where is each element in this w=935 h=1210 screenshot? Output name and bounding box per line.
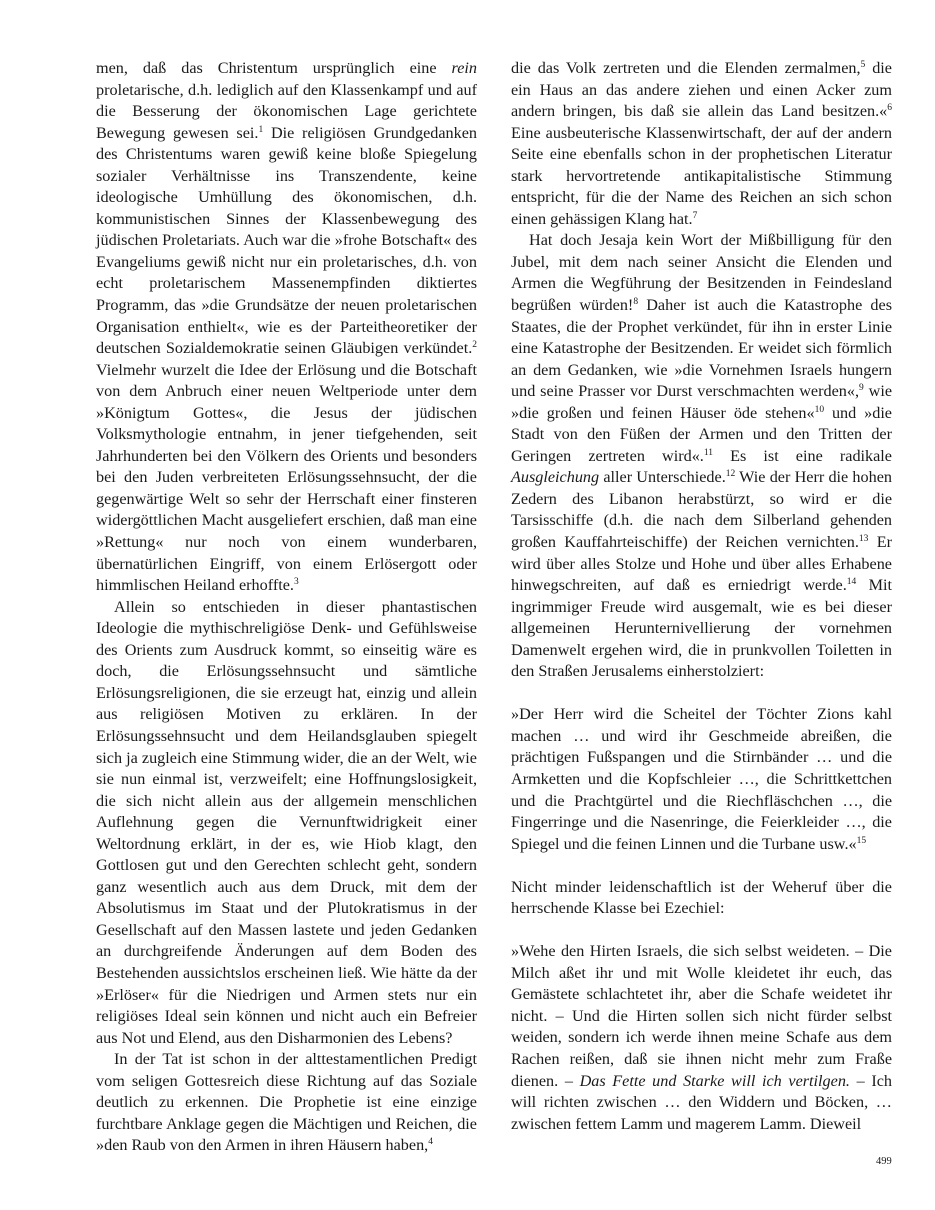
text-span: die das Volk zertreten und die Elenden zermalmen, [511,59,861,77]
footnote-ref: 5 [860,60,866,70]
text-span: und »die Stadt von den Füßen der Armen und den Tritten der Geringen zertreten wird«. [511,403,892,465]
text-span: Daher ist auch die Katastrophe des Staates, die der Prophet verkündet, für ihn in erster Linie eine Katastrophe der Besitzenden. Er weidet sich förmlich an dem Gedanken, wie »die Vornehmen Israels hungern und seine Prasser vor Durst verschmachten werden«, [511,296,892,401]
block-quote-2 [511,941,892,1135]
right-column [511,58,892,1135]
paragraph-1 [96,58,477,597]
text-span: Die religiösen Grundgedanken des Christentums waren gewiß keine bloße Spiegelung sozialer Verhältnisse ins Transzendente, keine ideologische Umhüllung des ökonomischen, d.h. kommunistischen Sinnes der Klassenbewegung des jüdischen Proletariats. Auch war die »frohe Botschaft« des Evangeliums gewiß nicht nur ein proletarisches, d.h. von echt proletarischem Massenempfinden diktiertes Programm, das »die Grundsätze der neuen proletarischen Organisation enthielt«, wie es der Parteitheoretiker der deutschen Sozialdemokratie seinen Gläubigen verkündet. [96,123,478,358]
paragraph-4 [511,58,892,230]
text-span: – Ich will richten zwischen … den Widdern und Böcken, … zwischen fettem Lamm und magerem Lamm. Dieweil [511,1071,892,1133]
text-span: aller Unterschiede. [599,468,726,487]
text-span: Mit ingrimmiger Freude wird ausgemalt, wie es bei dieser allgemeinen Herunternivellierung der vornehmen Damenwelt ergehen wird, die in prunkvollen Toiletten in den Straßen Jerusalems einherstolziert: [511,576,893,681]
footnote-ref: 3 [293,577,299,588]
footnote-ref: 13 [858,534,869,545]
text-span: men, daß das Christentum ursprünglich eine [96,59,452,77]
footnote-ref: 12 [725,469,736,480]
footnote-ref: 2 [472,340,477,351]
footnote-ref: 15 [856,835,867,846]
footnote-ref: 9 [859,383,864,394]
paragraph-3 [96,1049,477,1157]
footnote-ref: 11 [703,447,714,458]
text-span: Es ist eine radikale [713,446,892,465]
footnote-ref: 6 [887,103,892,114]
text-span: Eine ausbeuterische Klassenwirtschaft, der auf der andern Seite eine ebenfalls schon in der prophetischen Literatur stark hervortretende antikapitalistische Stimmung entspricht, für die der Name des Reichen an sich schon einen gehässigen Klang hat. [511,123,892,228]
text-span: proletarische, d.h. lediglich auf den Klassenkampf und auf die Besserung der ökonomischen Lage gerichtete Bewegung gewesen sei. [96,80,477,142]
footnote-ref: 4 [428,1137,433,1148]
page-number: 499 [876,1156,892,1167]
block-quote-1 [511,704,892,855]
paragraph-5 [511,230,892,682]
text-span: Vielmehr wurzelt die Idee der Erlösung und die Botschaft von dem Anbruch einer neuen Weltperiode unter dem »Königtum Gottes«, die Jesus der jüdischen Volksmythologie entnahm, in jener tiefgehenden, seit Jahrhunderten bei den Völkern des Orients und besonders bei den Juden verbreiteten Erlösungssehnsucht, der die gegenwärtige Welt so sehr der Herrschaft einer finsteren widergöttlichen Macht ausgeliefert erschien, daß man eine »Rettung« nur noch von einem wunderbaren, übernatürlichen Eingriff, von einem Erlösergott oder himmlischen Heiland erhoffte. [96,360,477,595]
emphasis: Ausgleichung [511,468,600,487]
text-span: Wie der Herr die hohen Zedern des Libanon herabstürzt, so wird er die Tarsisschiffe (d.h. die nach dem Silberland gehenden großen Kauffahrteischiffe) der Reichen vernichten. [511,468,892,552]
text-span: wie »die großen und feinen Häuser öde stehen« [511,382,893,422]
emphasis: rein [451,59,477,77]
text-span: Er wird über alles Stolze und Hohe und über alles Erhabene hinwegschreiten, auf daß es erniedrigt werde. [511,533,893,595]
text-span: In der Tat ist schon in der alttestamentlichen Predigt vom seligen Gottesreich diese Richtung auf das Soziale deutlich zu erkennen. Die Prophetie ist eine einzige furchtbare Anklage gegen die Mächtigen und Reichen, die »den Raub von den Armen in ihren Häusern haben, [96,1050,477,1155]
paragraph-6: Nicht minder leidenschaftlich ist der Weheruf über die herrschende Klasse bei Ezechiel: [511,877,892,918]
text-span: die ein Haus an das andere ziehen und einen Acker zum andern bringen, bis daß sie allein das Land besitzen.« [511,59,892,121]
footnote-ref: 14 [846,577,857,588]
text-span: Hat doch Jesaja kein Wort der Mißbilligung für den Jubel, mit dem nach seiner Ansicht die Elenden und Armen die Wegführung der Besitzenden in Feindesland begrüßen würden! [511,231,892,315]
text-span: »Wehe den Hirten Israels, die sich selbst weideten. – Die Milch aßet ihr und mit Wolle kleidetet ihr euch, das Gemästete schlachtetet ihr, aber die Schafe weidetet ihr nicht. – Und die Hirten sollen sich nicht fürder selbst weiden, sondern ich werde ihnen meine Schafe aus dem Rachen reißen, daß sie ihnen nicht mehr zum Fraße dienen. – [511,942,892,1090]
paragraph-2: Allein so entschieden in dieser phantastischen Ideologie die mythischreligiöse Denk- und Gefühlsweise des Orients zum Ausdruck kommt, so einseitig wäre es doch, die Erlösungssehnsucht und sämtliche Erlösungsreligionen, die sie erzeugt hat, einzig und allein aus religiösen Motiven zu erklären. In der Erlösungssehnsucht und dem Heilandsglauben spiegelt sich ja zugleich eine Stimmung wider, die an der Welt, wie sie nun einmal ist, verzweifelt; eine Hoffnungslosigkeit, die sich nicht allein aus der allgemein menschlichen Auflehnung gegen die Vernunftwidrigkeit einer Weltordnung erklärt, in der es, wie Hiob klagt, den Gottlosen gut und den Gerechten schlecht geht, sondern ganz wesentlich auch aus dem Druck, mit dem der Absolutismus im Staat und der Plutokratismus in der Gesellschaft auf den Massen lastete und jeden Gedanken an durchgreifende Änderungen auf dem Boden des Bestehenden aussichtslos erscheinen ließ. Wie hätte da der »Erlöser« für die Niedrigen und Armen stets nur ein religiöses Ideal sein können und nicht auch ein Befreier aus Not und Elend, aus den Disharmonien des Lebens? [96,597,477,1047]
footnote-ref: 10 [814,404,825,415]
left-column [96,58,477,1157]
emphasis: Das Fette und Starke will ich vertilgen. [579,1071,850,1090]
footnote-ref: 1 [258,124,264,135]
text-span: »Der Herr wird die Scheitel der Töchter Zions kahl machen … und wird ihr Geschmeide abreißen, die prächtigen Fußspangen und die Stirnbänder … und die Armketten und die Kopfschleier …, die Schrittkettchen und die Prachtgürtel und die Riechfläschchen …, die Fingerringe und die Nasenringe, die Feierkleider …, die Spiegel und die feinen Linnen und die Turbane usw.« [511,705,892,853]
footnote-ref: 7 [692,210,698,221]
footnote-ref: 8 [633,297,639,308]
